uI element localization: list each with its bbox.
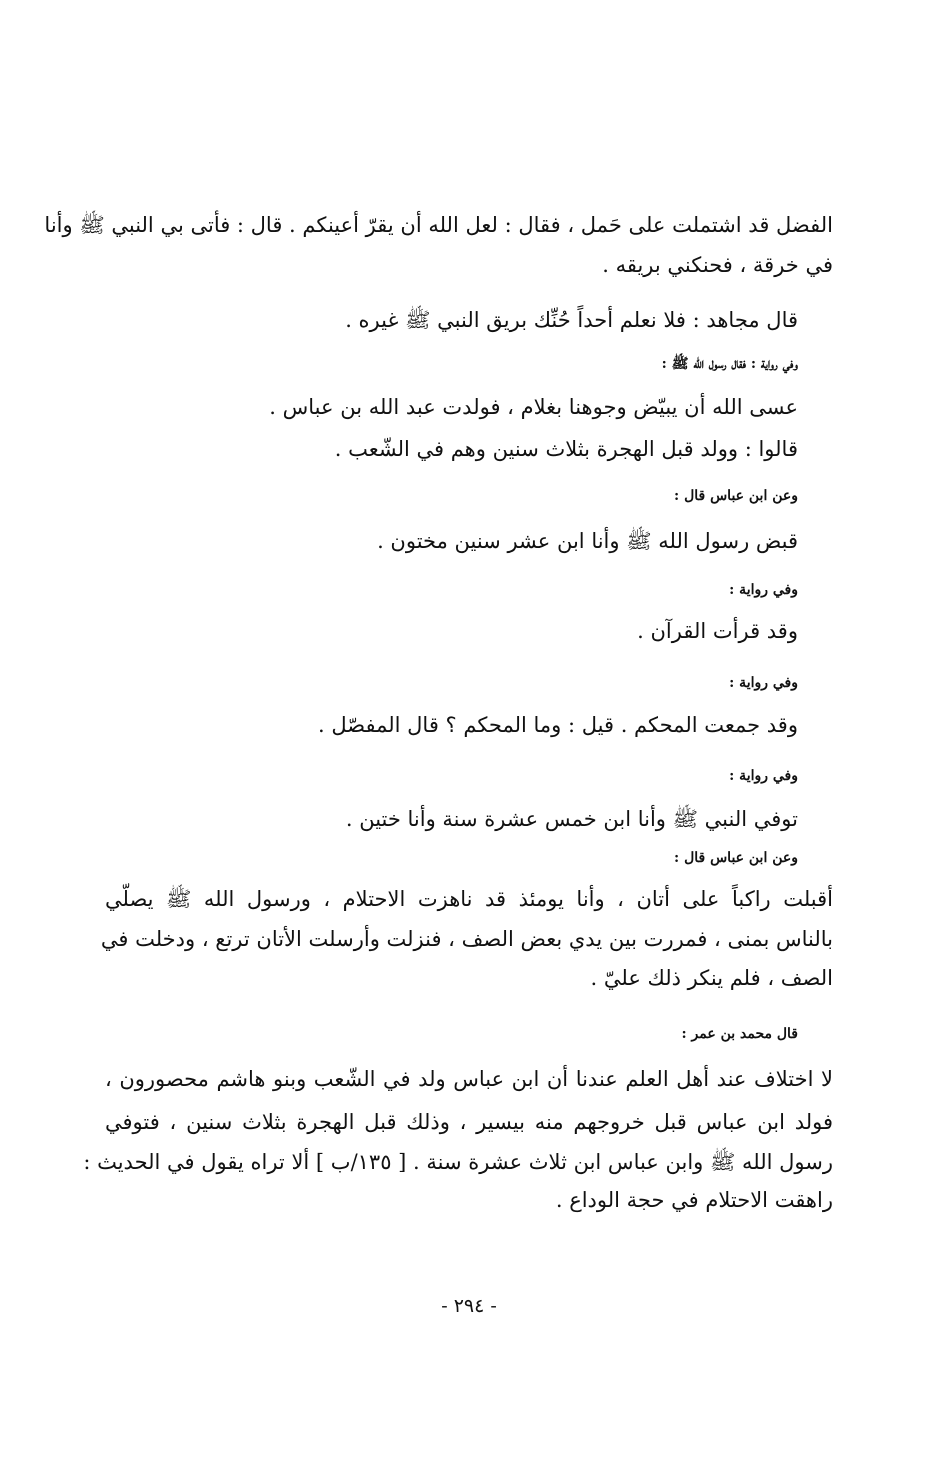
section-heading: قال محمد بن عمر : <box>681 1026 798 1042</box>
paragraph-line: توفي النبي ﷺ وأنا ابن خمس عشرة سنة وأنا ختين . <box>345 807 798 831</box>
paragraph-line: وقد جمعت المحكم . قيل : وما المحكم ؟ قال المفصّل . <box>318 713 798 737</box>
mujahid-statement: قال مجاهد : فلا نعلم أحداً حُنِّك بريق النبي ﷺ غيره . <box>345 308 798 332</box>
paragraph-line: عسى الله أن يبيّض وجوهنا بغلام ، فولدت عبد الله بن عباس . <box>269 395 798 419</box>
page-number: - ٢٩٤ - <box>441 1295 497 1317</box>
paragraph-line: أقبلت راكباً على أتان ، وأنا يومئذ قد ناهزت الاحتلام ، ورسول الله ﷺ يصلّي <box>105 887 833 911</box>
section-heading: وفي رواية : فقال رسول الله ﷺ : <box>661 356 798 372</box>
paragraph-line: فولد ابن عباس قبل خروجهم منه بيسير ، وذلك قبل الهجرة بثلاث سنين ، فتوفي <box>105 1110 833 1134</box>
paragraph-line: راهقت الاحتلام في حجة الوداع . <box>555 1188 833 1212</box>
paragraph-line: رسول الله ﷺ وابن عباس ابن ثلاث عشرة سنة . [ ١٣٥/ب ] ألا تراه يقول في الحديث : <box>83 1150 833 1174</box>
section-heading: وفي رواية : <box>729 768 798 784</box>
paragraph-line: قبض رسول الله ﷺ وأنا ابن عشر سنين مختون . <box>377 529 798 553</box>
paragraph-line: بالناس بمنى ، فمررت بين يدي بعض الصف ، فنزلت وأرسلت الأتان ترتع ، ودخلت في <box>100 927 833 951</box>
section-heading: وعن ابن عباس قال : <box>674 488 798 504</box>
section-heading: وفي رواية : <box>729 675 798 691</box>
paragraph-line: في خرقة ، فحنكني بريقه . <box>602 253 833 277</box>
section-heading: وفي رواية : <box>729 582 798 598</box>
paragraph-line: الصف ، فلم ينكر ذلك عليّ . <box>590 966 833 990</box>
section-heading: وعن ابن عباس قال : <box>674 850 798 866</box>
paragraph-line: الفضل قد اشتملت على حَمل ، فقال : لعل الله أن يقرّ أعينكم . قال : فأتى بي النبي ﷺ وأنا <box>44 213 833 237</box>
paragraph-line: لا اختلاف عند أهل العلم عندنا أن ابن عباس ولد في الشّعب وبنو هاشم محصورون ، <box>105 1067 833 1091</box>
paragraph-line: وقد قرأت القرآن . <box>637 619 798 643</box>
paragraph-line: قالوا : وولد قبل الهجرة بثلاث سنين وهم في الشّعب . <box>334 437 798 461</box>
